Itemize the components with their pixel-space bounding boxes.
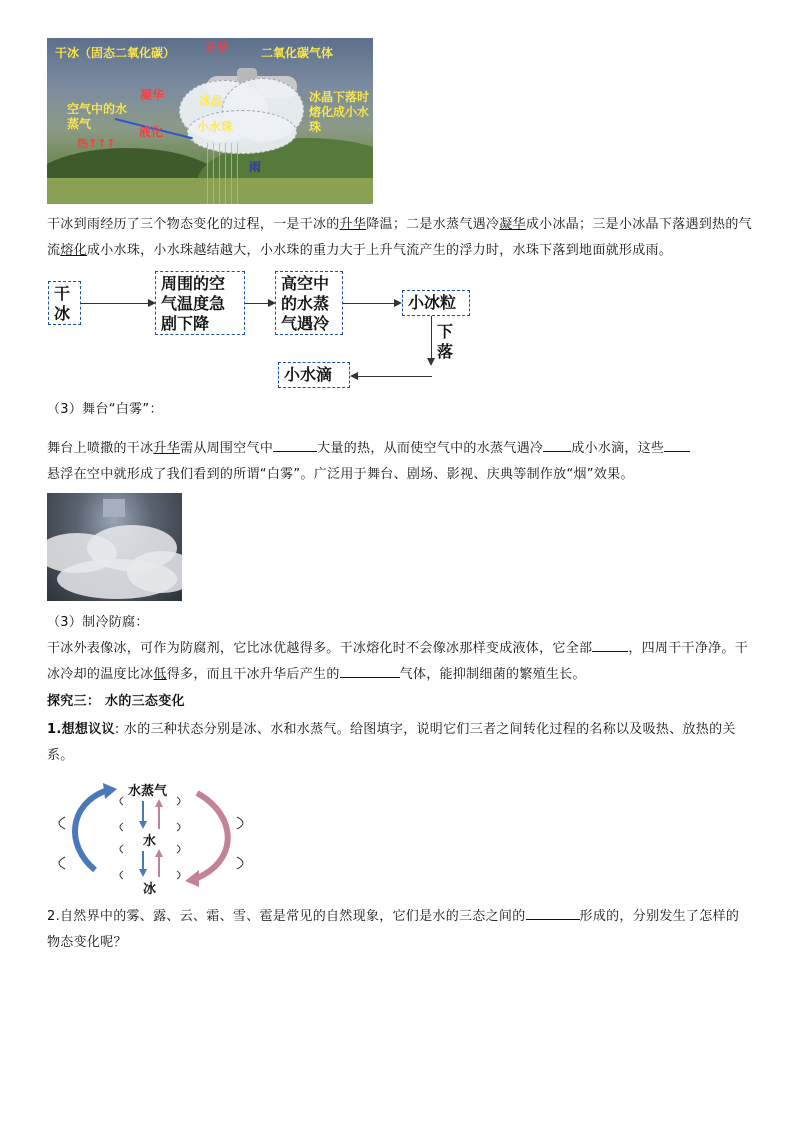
diagram-label-water: 水 [143, 834, 157, 849]
label-dry-ice: 干冰（固态二氧化碳） [55, 46, 176, 60]
photo-stage-box [103, 499, 125, 517]
stage-fog-text: 舞台上喷撒的干冰升华需从周围空气中 大量的热，从而使空气中的水蒸气遇冷 成小水滴，这些 悬浮在空中就形成了我们看到的所谓“白雾”。广泛用于舞台、剧场、影视、庆典等制作放“烟”效果。 [47, 436, 752, 488]
flow-arrowhead-4 [350, 372, 358, 380]
label-ice-falls: 冰晶下落时熔化成小水珠 [309, 90, 370, 134]
question-1: 1.想想议议: 水的三种状态分别是冰、水和水蒸气。给图填字，说明它们三者之间转化过程的名称以及吸热、放热的关系。 [47, 722, 736, 763]
preserve-text: 干冰外表像冰，可作为防腐剂，它比冰优越得多。干冰熔化时不会像冰那样变成液体，它全部 ，四周干干净净。干冰冷却的温度比冰低得多，而且干冰升华后产生的 气体，能抑制细菌的繁殖生长。 [47, 636, 752, 688]
rain-stream [207, 143, 241, 204]
blank-absorb[interactable] [273, 437, 317, 452]
flow-arrow-3 [343, 303, 395, 304]
flow-arrowhead-3 [394, 299, 402, 307]
question-2: 2.自然界中的雾、露、云、霜、雪、雹是常见的自然现象，它们是水的三态之间的 形成的，分别发生了怎样的物态变化呢？ [47, 904, 752, 956]
flow-arrow-down [431, 316, 432, 360]
rain-illustration [47, 38, 373, 204]
label-rain: 雨 [249, 160, 262, 174]
explore-heading: 探究三： 水的三态变化 [47, 694, 185, 709]
blank-co2[interactable] [340, 663, 400, 678]
flow-box-temp-drop: 周围的空气温度急剧下降 [155, 271, 245, 335]
left-arc-arrow [75, 791, 105, 870]
down-arrowhead-2 [139, 869, 147, 877]
label-deposition: 凝华 [140, 88, 165, 102]
flow-arrow-1 [81, 303, 149, 304]
blank-droplets[interactable] [664, 437, 690, 452]
flow-box-ice-grain: 小冰粒 [402, 290, 470, 316]
diagram-label-ice: 冰 [143, 882, 157, 897]
flow-label-fall: 下落 [437, 322, 454, 361]
label-co2-gas: 二氧化碳气体 [261, 46, 334, 60]
rain-explanation: 干冰到雨经历了三个物态变化的过程，一是干冰的升华降温；二是水蒸气遇冷凝华成小冰晶；三是小冰晶下落遇到热的气流熔化成小水珠，小水珠越结越大，小水珠的重力大于上升气流产生的浮力时，水珠下落到地面就形成雨。 [47, 217, 752, 258]
label-heat: 热↑↑↑ [77, 137, 116, 150]
up-arrowhead-1 [155, 799, 163, 807]
label-sublimation: 升华 [205, 41, 230, 55]
blank-transform[interactable] [526, 905, 580, 920]
flow-arrow-4 [358, 376, 432, 377]
label-air-vapor: 空气中的水蒸气 [67, 102, 128, 131]
flow-box-vapor-cold: 高空中的水蒸气遇冷 [275, 271, 343, 335]
diagram-label-vapor: 水蒸气 [128, 784, 168, 799]
down-arrowhead-1 [139, 821, 147, 829]
flow-box-droplet: 小水滴 [278, 362, 350, 388]
flow-box-dry-ice: 干冰 [48, 281, 81, 325]
stage-fog-photo [47, 493, 182, 601]
label-ice-crystal: 冰晶 [199, 94, 224, 108]
stage-fog-heading: （3）舞台“白雾”： [47, 402, 163, 417]
right-arc-arrowhead [185, 870, 199, 887]
flow-arrowhead-down [427, 358, 435, 366]
up-arrowhead-2 [155, 849, 163, 857]
blank-liquefy[interactable] [543, 437, 571, 452]
label-liquefaction: 液化 [139, 125, 164, 139]
right-arc-arrow [197, 793, 228, 878]
blank-sublimate[interactable] [592, 637, 628, 652]
left-arc-arrowhead [103, 783, 117, 799]
flow-arrow-2 [245, 303, 269, 304]
label-droplet: 小水珠 [197, 120, 234, 134]
preserve-heading: （3）制冷防腐： [47, 615, 149, 630]
